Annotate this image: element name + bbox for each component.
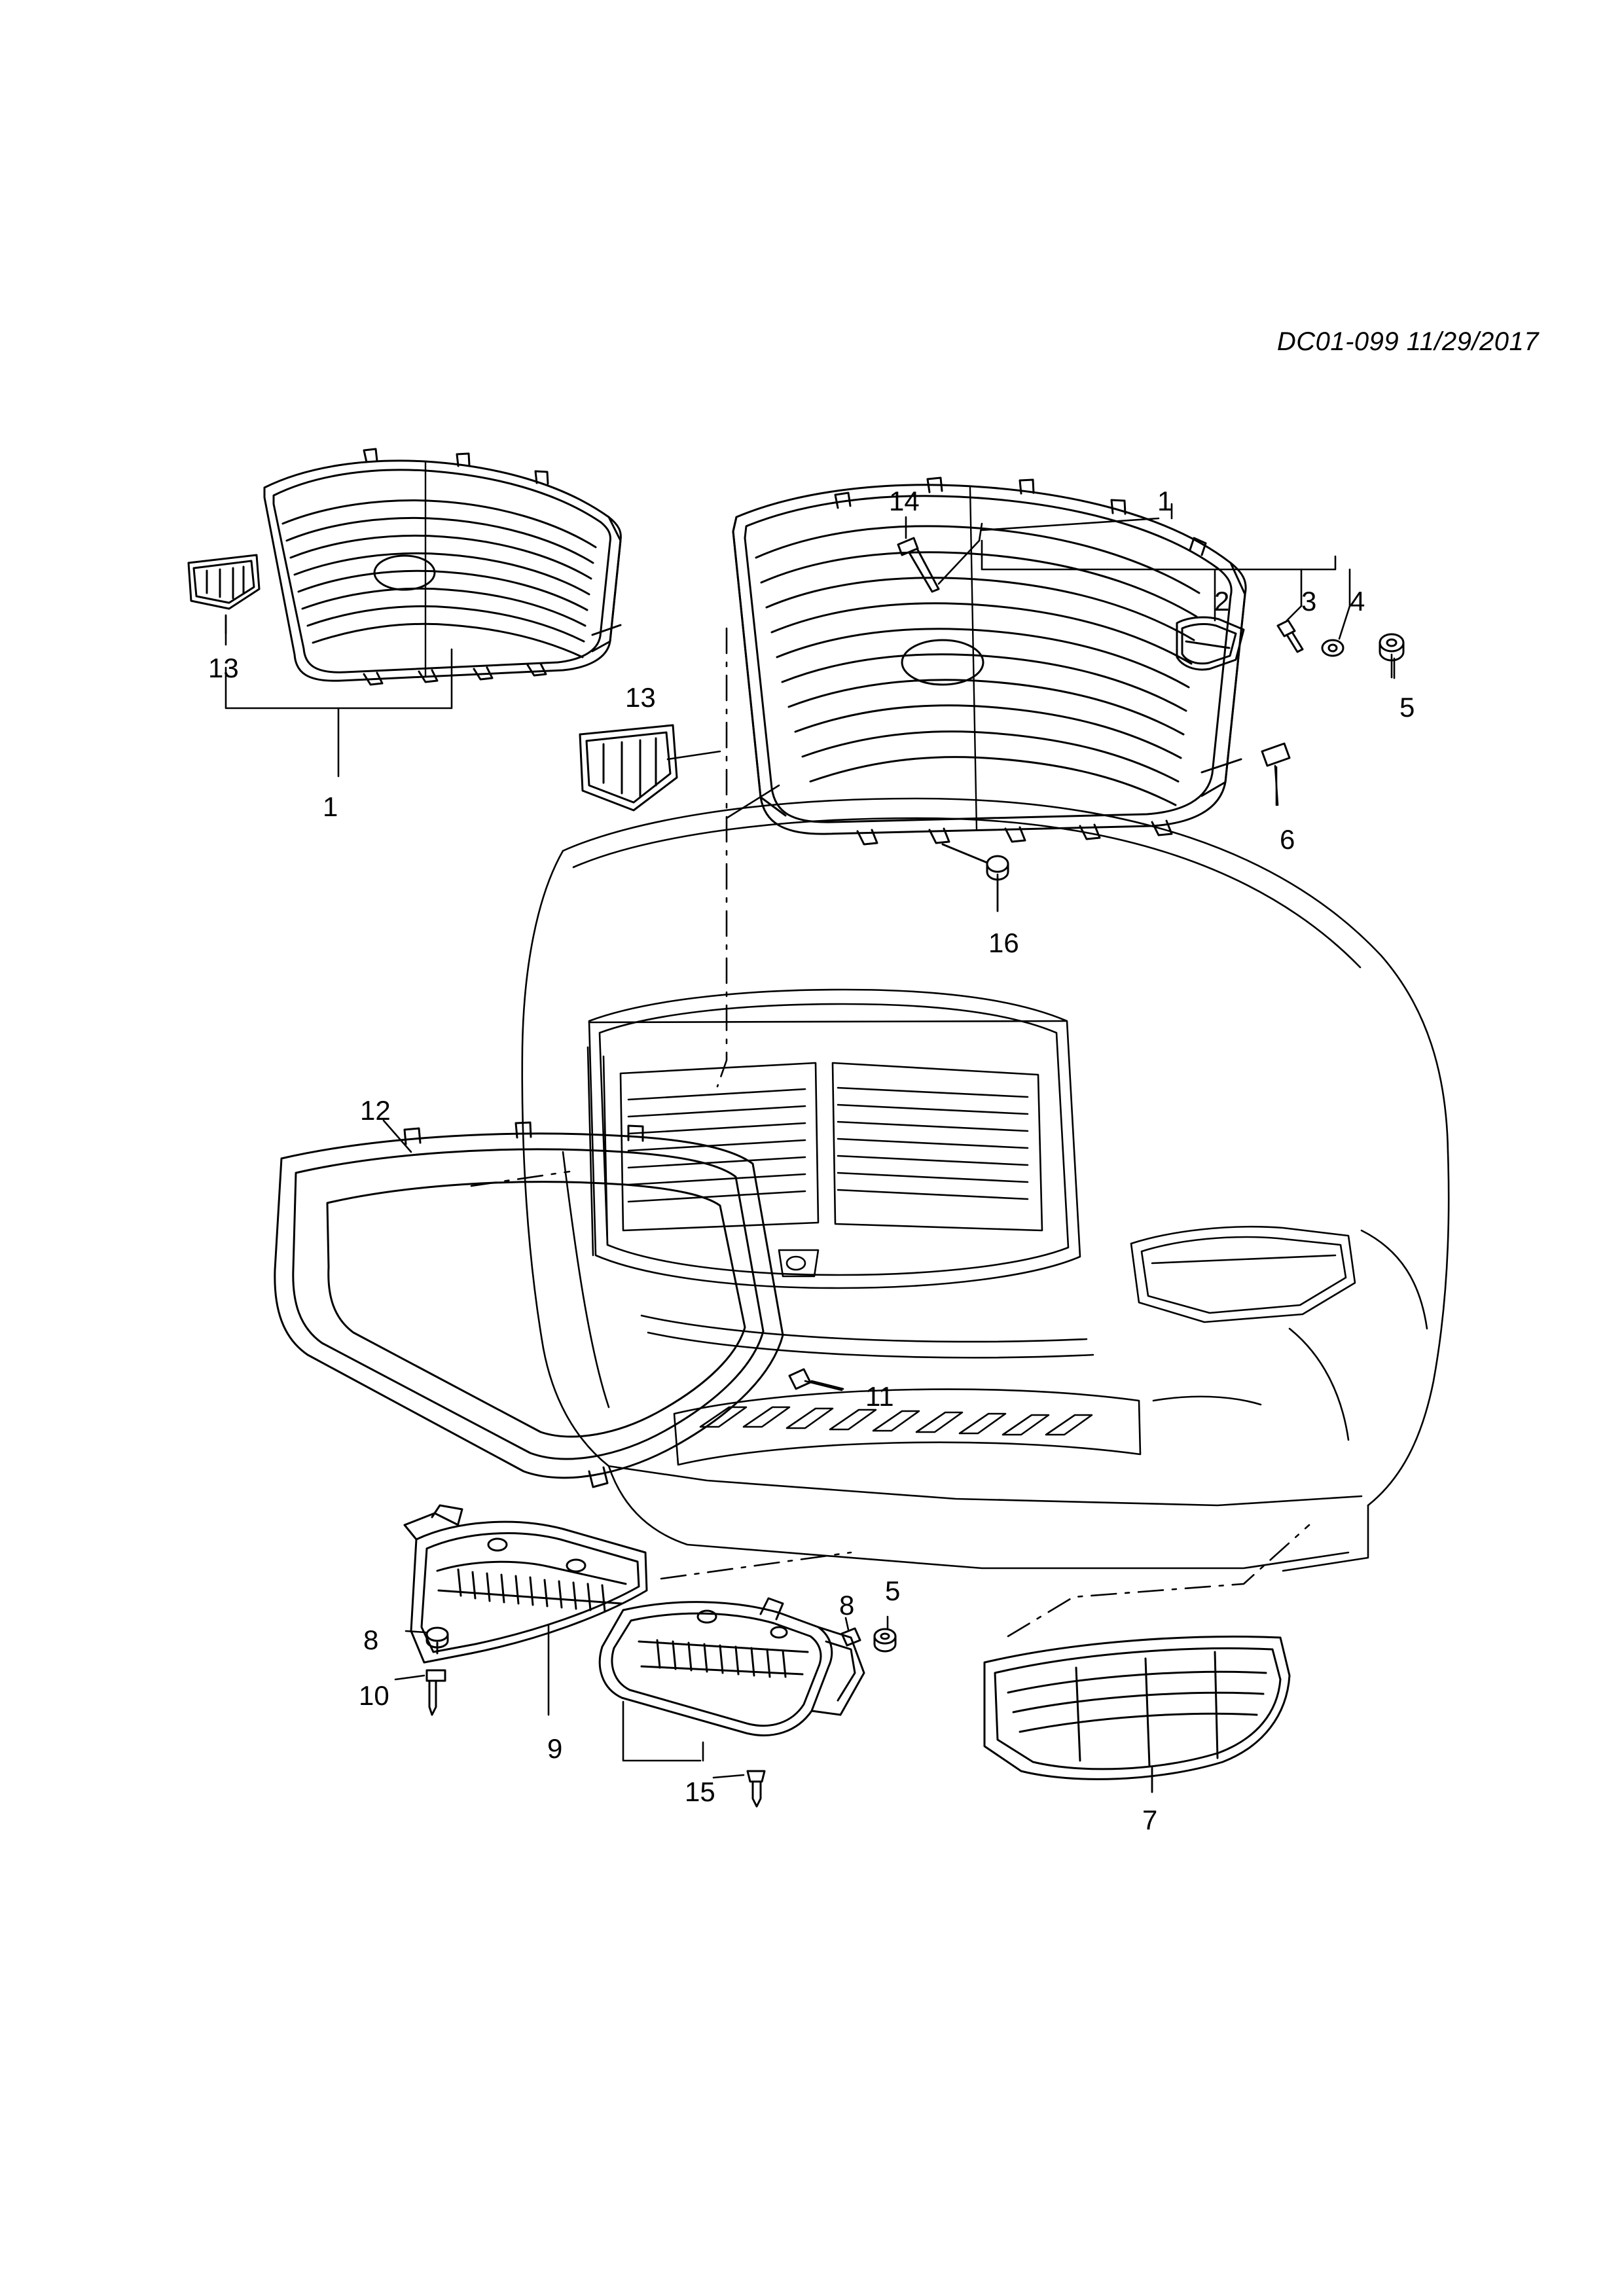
vehicle-front-end: [522, 798, 1449, 1571]
leader-bracket-left: [226, 615, 452, 776]
part-3-screw: [1278, 620, 1303, 652]
callout-7: 7: [1142, 1804, 1158, 1835]
callout-3: 3: [1301, 586, 1317, 617]
part-12-surround-molding: [275, 1122, 783, 1487]
callout-1-right: 1: [1157, 486, 1173, 516]
part-14-stud: [898, 538, 939, 592]
callout-14: 14: [889, 486, 920, 516]
grille-center-assembly: [733, 478, 1246, 844]
part-15-push-pin: [713, 1771, 765, 1806]
callout-15: 15: [685, 1776, 715, 1807]
part-11-fastener: [789, 1369, 842, 1390]
callout-8-right: 8: [839, 1590, 855, 1621]
callout-11: 11: [865, 1381, 894, 1412]
leader-bracket-lower: [623, 1702, 703, 1761]
callout-9: 9: [547, 1733, 563, 1764]
document-code: DC01-099 11/29/2017: [1276, 327, 1539, 356]
callout-13-mid: 13: [625, 682, 656, 713]
part-5-nut-top: [1380, 634, 1403, 677]
callout-10: 10: [359, 1680, 389, 1711]
callout-12: 12: [360, 1095, 391, 1126]
part-8-clip-left: [406, 1628, 448, 1653]
part-7-lower-grille-trim: [984, 1637, 1290, 1792]
part-10-screw: [395, 1670, 445, 1715]
leader-bracket-top-right: [979, 504, 1350, 606]
emblem-left: [189, 555, 259, 609]
callout-16: 16: [988, 927, 1019, 958]
leader-lines: [226, 517, 1394, 1792]
callout-5-top: 5: [1399, 692, 1415, 723]
emblem-center: [580, 725, 677, 810]
part-8-clip-right: [842, 1618, 860, 1645]
grille-left-assembly: [264, 449, 621, 685]
part-16-bolt: [943, 844, 1008, 911]
callout-2: 2: [1214, 586, 1230, 617]
callout-8-left: 8: [363, 1624, 379, 1655]
part-2-bracket: [1177, 617, 1244, 670]
callout-1-left: 1: [323, 791, 338, 822]
callout-5-bottom: 5: [885, 1575, 901, 1606]
callout-4: 4: [1350, 586, 1365, 617]
part-9-lower-support: [405, 1505, 647, 1715]
part-5-nut-bottom: [875, 1617, 895, 1651]
part-4-washer: [1322, 640, 1343, 656]
part-6-clip: [1262, 744, 1290, 805]
callout-6: 6: [1280, 824, 1295, 855]
callout-13-left: 13: [208, 653, 239, 683]
assembly-axis-lines: [471, 628, 1309, 1636]
part-9-lower-support-right: [600, 1598, 864, 1735]
